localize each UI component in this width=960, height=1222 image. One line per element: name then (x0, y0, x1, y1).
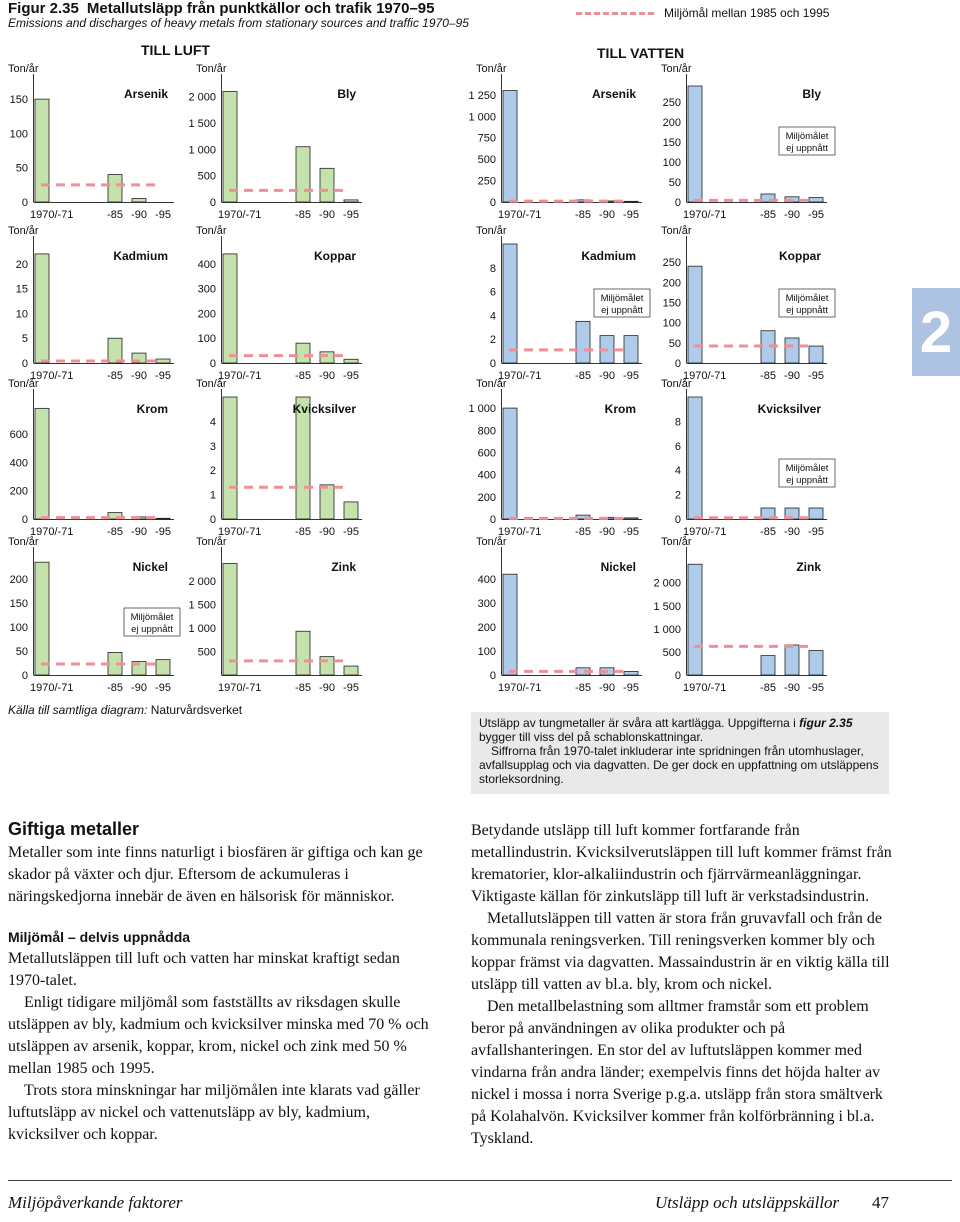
chart-kvicksilver-air-xtick-1: -85 (295, 526, 311, 538)
chart-kvicksilver-water-xtick-1: -85 (760, 526, 776, 538)
chart-kadmium-air-xtick-1: -85 (107, 370, 123, 382)
chart-zink-water-ytick-0: 0 (674, 670, 681, 682)
chart-koppar-air-ytick-300: 300 (197, 283, 216, 296)
chart-krom-water-ylabel: Ton/år (476, 378, 507, 390)
note-figure-ref: figur 2.35 (799, 716, 853, 730)
chart-koppar-water-ytick-250: 250 (662, 257, 681, 270)
left-paragraph-1: Metaller som inte finns naturligt i biosfären är giftiga och kan ge skador på växter och djur. Eftersom de ackumuleras i näringskedjorna innebär de även en hälsorisk för människor. (8, 844, 423, 905)
chart-arsenik-water-xtick-1: -85 (575, 209, 591, 221)
chart-koppar-water-bar-3 (809, 346, 823, 363)
chart-nickel-air-xtick-1: -85 (107, 682, 123, 694)
chart-krom-air-ytick-200: 200 (9, 485, 28, 498)
chart-arsenik-air-xtick-1: -85 (107, 209, 123, 221)
chart-koppar-air-xtick-1: -85 (295, 370, 311, 382)
chart-koppar-air-xtick-0: 1970/-71 (218, 370, 262, 382)
chart-koppar-water-annotation-line-1: Miljömålet (785, 293, 829, 304)
chart-nickel-water-xtick-0: 1970/-71 (498, 682, 542, 694)
chart-zink-air-xtick-1: -85 (295, 682, 311, 694)
chart-zink-water-bar-2 (785, 645, 799, 675)
chart-zink-water-ytick-1000: 1 000 (653, 623, 681, 636)
chart-krom-water-xtick-3: -95 (623, 526, 639, 538)
left-paragraph-4: Trots stora minskningar har miljömålen inte klarats vad gäller luftutsläpp av nickel och vattenutsläpp av bly, kadmium, kvicksilver och koppar. (8, 1082, 420, 1143)
chart-bly-air-bar-1 (296, 147, 310, 202)
chart-krom-air-xtick-3: -95 (155, 526, 171, 538)
chart-zink-water-bar-1 (761, 656, 775, 675)
chart-nickel-water-ylabel: Ton/år (476, 536, 507, 548)
chart-nickel-air-bar-3 (156, 660, 170, 675)
chart-koppar-water-xtick-0: 1970/-71 (683, 370, 727, 382)
chart-arsenik-water-bar-0 (503, 91, 517, 202)
chart-bly-water-annotation-line-2: ej uppnått (786, 143, 828, 154)
chart-bly-water-ytick-250: 250 (662, 97, 681, 109)
chart-kadmium-water-bar-0 (503, 244, 517, 363)
chart-kadmium-air-xtick-3: -95 (155, 370, 171, 382)
chart-kadmium-water-ytick-0: 0 (489, 358, 496, 370)
left-paragraph-2: Metallutsläppen till luft och vatten har minskat kraftigt sedan 1970-talet. (8, 950, 400, 989)
chart-zink-water-bar-0 (688, 564, 702, 675)
chart-zink-air-bar-1 (296, 631, 310, 675)
chapter-tab: 2 (912, 288, 960, 376)
right-paragraph-2: Metallutsläppen till vatten är stora från gruvavfall och från de kommunala reningsverken. Till reningsverken kommer bly och koppar främst via dagvatten. Massaindustrin är en viktig källa till utsläpp till vatten av bl.a. bly, krom och nickel. (471, 910, 890, 993)
chart-arsenik-air-bar-2 (132, 199, 146, 202)
chart-kvicksilver-air-xtick-2: -90 (319, 526, 335, 538)
chart-koppar-water-title: Koppar (779, 249, 821, 263)
chart-nickel-air-ytick-0: 0 (21, 670, 28, 682)
chart-bly-water-title: Bly (802, 87, 821, 101)
chart-arsenik-air-ytick-100: 100 (9, 128, 28, 141)
source-line (8, 703, 242, 717)
chart-kadmium-water-ylabel: Ton/år (476, 225, 507, 237)
legend-label: Miljömål mellan 1985 och 1995 (664, 6, 830, 20)
chart-kadmium-air-ytick-10: 10 (15, 308, 28, 321)
chart-bly-water-ytick-0: 0 (674, 197, 681, 209)
chart-krom-water-ytick-600: 600 (477, 447, 496, 460)
chart-zink-air-ytick-2000: 2 000 (188, 575, 216, 588)
left-text-column (8, 818, 432, 1146)
chart-kvicksilver-air-xtick-3: -95 (343, 526, 359, 538)
chart-kadmium-air-bar-3 (156, 359, 170, 363)
note-line1-post: bygger till viss del på schablonskattningar. (479, 730, 704, 744)
chart-kadmium-air-bar-0 (35, 254, 49, 363)
chart-kvicksilver-water-bar-3 (809, 508, 823, 519)
chart-koppar-air-ytick-0: 0 (209, 358, 216, 370)
chart-zink-water-ytick-1500: 1 500 (653, 600, 681, 613)
chart-nickel-air-annotation-line-1: Miljömålet (130, 612, 174, 623)
chart-bly-water-xtick-2: -90 (784, 209, 800, 221)
chart-koppar-water-ytick-200: 200 (662, 277, 681, 290)
chart-zink-water-bar-3 (809, 651, 823, 675)
chart-koppar-air-xtick-2: -90 (319, 370, 335, 382)
chart-zink-air-xtick-0: 1970/-71 (218, 682, 262, 694)
figure-label: Figur 2.35 (8, 0, 79, 17)
chart-arsenik-air-ytick-50: 50 (15, 162, 28, 175)
chart-kadmium-air-ylabel: Ton/år (8, 225, 39, 237)
chart-zink-air-ylabel: Ton/år (196, 536, 227, 548)
section-water-title: TILL VATTEN (597, 45, 685, 61)
chart-kadmium-water-bar-3 (624, 336, 638, 363)
chart-bly-water-ytick-50: 50 (668, 177, 681, 189)
chart-zink-air-title: Zink (331, 560, 356, 574)
chart-arsenik-air-bar-0 (35, 99, 49, 202)
chart-kvicksilver-water-ytick-4: 4 (674, 465, 681, 478)
chart-koppar-water-annotation-line-2: ej uppnått (786, 305, 828, 316)
chart-bly-water-bar-0 (688, 86, 702, 202)
chart-koppar-water-ylabel: Ton/år (661, 225, 692, 237)
chart-kadmium-air-ytick-5: 5 (21, 333, 28, 346)
page-number: 47 (872, 1193, 889, 1212)
chart-nickel-air-ytick-200: 200 (9, 574, 28, 586)
chart-arsenik-water-ytick-1250: 1 250 (468, 89, 496, 102)
chart-arsenik-water-ytick-500: 500 (477, 154, 496, 167)
chart-nickel-water-ytick-200: 200 (477, 622, 496, 634)
chart-koppar-air-ytick-200: 200 (197, 308, 216, 321)
chart-kadmium-air-ytick-0: 0 (21, 358, 28, 370)
footer-right: Utsläpp och utsläppskällor (655, 1193, 840, 1212)
chart-koppar-air-bar-2 (320, 352, 334, 363)
chart-koppar-air-bar-0 (223, 254, 237, 363)
chart-kvicksilver-air-ylabel: Ton/år (196, 378, 227, 390)
chart-kvicksilver-water-title: Kvicksilver (757, 402, 821, 416)
chart-bly-air-ytick-0: 0 (209, 197, 216, 209)
chart-koppar-water-xtick-1: -85 (760, 370, 776, 382)
chart-zink-air-bar-3 (344, 666, 358, 675)
chart-krom-water-title: Krom (604, 402, 636, 416)
chart-koppar-water-bar-2 (785, 338, 799, 363)
chart-bly-water-annotation-line-1: Miljömålet (785, 131, 829, 142)
chart-bly-air-ytick-500: 500 (197, 170, 216, 183)
chart-arsenik-air-xtick-3: -95 (155, 209, 171, 221)
chart-arsenik-water-ytick-0: 0 (489, 197, 496, 209)
chart-krom-water-xtick-1: -85 (575, 526, 591, 538)
chart-zink-air-xtick-3: -95 (343, 682, 359, 694)
source-label: Källa till samtliga diagram: (8, 703, 148, 717)
chart-zink-water-xtick-3: -95 (808, 682, 824, 694)
chart-bly-air-xtick-2: -90 (319, 209, 335, 221)
chart-kvicksilver-water-bar-0 (688, 397, 702, 519)
chart-koppar-air-ylabel: Ton/år (196, 225, 227, 237)
chart-nickel-water-xtick-2: -90 (599, 682, 615, 694)
section-air-title: TILL LUFT (141, 42, 210, 58)
footer-rule (8, 1180, 952, 1181)
chart-koppar-water-ytick-150: 150 (662, 297, 681, 310)
chart-nickel-air-annotation-line-2: ej uppnått (131, 624, 173, 635)
chart-arsenik-air-xtick-0: 1970/-71 (30, 209, 74, 221)
chart-krom-air-title: Krom (136, 402, 168, 416)
chart-bly-water-ytick-150: 150 (662, 137, 681, 149)
chart-bly-water-bar-3 (809, 198, 823, 202)
chart-bly-air-bar-0 (223, 91, 237, 202)
chart-nickel-water-xtick-3: -95 (623, 682, 639, 694)
note-box (471, 712, 889, 794)
chart-kvicksilver-water-ytick-0: 0 (674, 514, 681, 526)
figure-heading: Metallutsläpp från punktkällor och trafik 1970–95 (86, 0, 435, 17)
chart-kadmium-water-bar-1 (576, 321, 590, 363)
chart-arsenik-water-ytick-1000: 1 000 (468, 111, 496, 124)
chart-kadmium-water-xtick-1: -85 (575, 370, 591, 382)
chart-kvicksilver-water-xtick-2: -90 (784, 526, 800, 538)
chart-nickel-water-ytick-400: 400 (477, 574, 496, 586)
chart-kadmium-air-xtick-2: -90 (131, 370, 147, 382)
chart-kadmium-water-annotation-line-2: ej uppnått (601, 305, 643, 316)
chart-bly-air-xtick-3: -95 (343, 209, 359, 221)
chart-nickel-water-bar-0 (503, 574, 517, 675)
chart-arsenik-water-xtick-2: -90 (599, 209, 615, 221)
chart-kadmium-water-ytick-6: 6 (489, 286, 496, 299)
chart-koppar-air-title: Koppar (314, 249, 356, 263)
chart-arsenik-water-ylabel: Ton/år (476, 63, 507, 75)
chart-kadmium-water-xtick-2: -90 (599, 370, 615, 382)
chart-nickel-water-title: Nickel (600, 560, 636, 574)
chart-bly-air-xtick-0: 1970/-71 (218, 209, 262, 221)
chart-nickel-air-ytick-50: 50 (15, 646, 28, 658)
chart-bly-air-xtick-1: -85 (295, 209, 311, 221)
chart-kvicksilver-water-ytick-2: 2 (674, 489, 681, 502)
chart-krom-water-xtick-0: 1970/-71 (498, 526, 542, 538)
note-paragraph-1 (479, 716, 881, 744)
chart-kvicksilver-air-ytick-0: 0 (209, 514, 216, 526)
chart-nickel-air-ylabel: Ton/år (8, 536, 39, 548)
chart-bly-water-ytick-200: 200 (662, 117, 681, 129)
chart-zink-water-ytick-500: 500 (662, 646, 681, 659)
chart-bly-water-xtick-0: 1970/-71 (683, 209, 727, 221)
chart-nickel-air-ytick-100: 100 (9, 622, 28, 634)
note-line1-pre: Utsläpp av tungmetaller är svåra att kartlägga. Uppgifterna i (479, 716, 796, 730)
chart-arsenik-water-ytick-750: 750 (477, 132, 496, 145)
chart-zink-water-title: Zink (796, 560, 821, 574)
chart-krom-water-xtick-2: -90 (599, 526, 615, 538)
chart-kvicksilver-water-annotation-line-1: Miljömålet (785, 463, 829, 474)
chart-kvicksilver-air-bar-0 (223, 397, 237, 519)
chart-krom-air-xtick-1: -85 (107, 526, 123, 538)
chart-zink-water-xtick-2: -90 (784, 682, 800, 694)
chart-kadmium-air-title: Kadmium (113, 249, 168, 263)
source-value: Naturvårdsverket (150, 703, 243, 717)
chart-bly-water-xtick-3: -95 (808, 209, 824, 221)
chart-arsenik-water-title: Arsenik (591, 87, 636, 101)
chart-bly-air-ytick-1000: 1 000 (188, 144, 216, 157)
chart-nickel-air-xtick-2: -90 (131, 682, 147, 694)
chart-bly-air-bar-3 (344, 200, 358, 202)
figure-subtitle: Emissions and discharges of heavy metals from stationary sources and traffic 1970–95 (8, 16, 469, 30)
chart-kadmium-water-ytick-4: 4 (489, 310, 496, 323)
chart-bly-water-ytick-100: 100 (662, 157, 681, 169)
chart-krom-air-ytick-0: 0 (21, 514, 28, 526)
chart-nickel-air-ytick-150: 150 (9, 598, 28, 610)
chart-nickel-air-xtick-3: -95 (155, 682, 171, 694)
chart-bly-water-ylabel: Ton/år (661, 63, 692, 75)
right-paragraph-1: Betydande utsläpp till luft kommer fortfarande från metallindustrin. Kvicksilverutsläppen till luft kommer främst från krematorier, klor-alkaliindustrin och fjärrvärmeanläggningar. Viktigaste källan för zinkutsläpp till luft är verkstadsindustrin. (471, 822, 892, 905)
chart-koppar-water-bar-0 (688, 266, 702, 363)
chart-nickel-water-ytick-300: 300 (477, 598, 496, 610)
heading-giftiga-metaller: Giftiga metaller (8, 819, 140, 839)
chart-kvicksilver-water-ylabel: Ton/år (661, 378, 692, 390)
chart-bly-air-ylabel: Ton/år (196, 63, 227, 75)
chart-nickel-water-bar-3 (624, 671, 638, 675)
chart-zink-air-bar-0 (223, 563, 237, 675)
footer-left: Miljöpåverkande faktorer (8, 1193, 183, 1212)
chart-bly-air-title: Bly (337, 87, 356, 101)
left-paragraph-3: Enligt tidigare miljömål som fastställts av riksdagen skulle utsläppen av bly, kadmium och kvicksilver minska med 70 % och utsläppen av arsenik, koppar, krom, nickel och zink med 50 % mellan 1985 och 1995. (8, 994, 429, 1077)
chart-krom-air-ylabel: Ton/år (8, 378, 39, 390)
chart-kvicksilver-air-bar-3 (344, 502, 358, 519)
chart-kvicksilver-air-ytick-1: 1 (209, 489, 216, 502)
chart-kadmium-air-ytick-20: 20 (15, 258, 28, 271)
chart-zink-air-ytick-500: 500 (197, 646, 216, 659)
chart-kvicksilver-air-bar-2 (320, 485, 334, 519)
chart-kvicksilver-air-ytick-4: 4 (209, 416, 216, 429)
chart-zink-air-xtick-2: -90 (319, 682, 335, 694)
right-text-column (471, 820, 895, 1150)
chart-koppar-water-xtick-3: -95 (808, 370, 824, 382)
chart-nickel-air-title: Nickel (132, 560, 168, 574)
chart-koppar-water-ytick-100: 100 (662, 317, 681, 330)
right-paragraph-3: Den metallbelastning som alltmer framstår som ett problem beror på användningen av olika produkter och på avfallshanteringen. En stor del av luftutsläppen kommer med vindarna från andra länder; exempelvis finns det höjda halter av nickel i mossa i norra Sverige p.g.a. utsläpp från stora smältverk på Kolahalvön. Kvicksilver kommer från kolförbränning i bl.a. Tyskland. (471, 998, 883, 1147)
chart-nickel-air-bar-0 (35, 562, 49, 675)
chart-koppar-air-bar-1 (296, 343, 310, 363)
chart-kvicksilver-air-ytick-3: 3 (209, 440, 216, 453)
chart-arsenik-water-xtick-0: 1970/-71 (498, 209, 542, 221)
chart-koppar-air-ytick-400: 400 (197, 258, 216, 271)
chart-krom-water-ytick-400: 400 (477, 469, 496, 482)
chart-arsenik-air-ytick-0: 0 (21, 197, 28, 209)
chart-koppar-air-bar-3 (344, 359, 358, 363)
chart-bly-air-ytick-2000: 2 000 (188, 91, 216, 104)
chart-kadmium-water-ytick-2: 2 (489, 334, 496, 347)
chart-krom-air-bar-3 (156, 518, 170, 519)
chart-krom-water-ytick-1000: 1 000 (468, 403, 496, 416)
chart-kvicksilver-water-annotation-line-2: ej uppnått (786, 475, 828, 486)
chart-arsenik-water-ytick-250: 250 (477, 175, 496, 188)
chart-koppar-air-xtick-3: -95 (343, 370, 359, 382)
chart-kadmium-air-bar-1 (108, 338, 122, 363)
chart-zink-air-ytick-1000: 1 000 (188, 622, 216, 635)
chart-kadmium-water-xtick-0: 1970/-71 (498, 370, 542, 382)
chart-arsenik-water-xtick-3: -95 (623, 209, 639, 221)
chart-zink-water-xtick-0: 1970/-71 (683, 682, 727, 694)
chart-kadmium-water-ytick-8: 8 (489, 262, 496, 275)
chart-krom-air-ytick-400: 400 (9, 457, 28, 470)
chart-nickel-water-xtick-1: -85 (575, 682, 591, 694)
note-paragraph-2: Siffrorna från 1970-talet inkluderar inte spridningen från utomhuslager, avfallsupplag och via dagvatten. De ger dock en uppfattning om utsläppens storleksordning. (479, 744, 879, 786)
chart-arsenik-water-bar-3 (624, 201, 638, 202)
chart-kadmium-air-xtick-0: 1970/-71 (30, 370, 74, 382)
chart-arsenik-air-ytick-150: 150 (9, 94, 28, 107)
chart-koppar-air-ytick-100: 100 (197, 333, 216, 346)
chart-koppar-water-ytick-50: 50 (668, 337, 681, 350)
chart-kadmium-water-title: Kadmium (581, 249, 636, 263)
chart-krom-water-ytick-800: 800 (477, 425, 496, 438)
heading-miljomal: Miljömål – delvis uppnådda (8, 929, 191, 945)
chart-kvicksilver-air-ytick-2: 2 (209, 465, 216, 478)
chart-krom-water-bar-3 (624, 518, 638, 519)
chart-kvicksilver-air-title: Kvicksilver (292, 402, 356, 416)
chart-krom-air-xtick-0: 1970/-71 (30, 526, 74, 538)
chart-krom-water-ytick-200: 200 (477, 491, 496, 504)
chart-nickel-water-ytick-0: 0 (489, 670, 496, 682)
chart-zink-water-ylabel: Ton/år (661, 536, 692, 548)
chart-kvicksilver-air-xtick-0: 1970/-71 (218, 526, 262, 538)
chart-bly-water-xtick-1: -85 (760, 209, 776, 221)
chart-zink-air-ytick-1500: 1 500 (188, 599, 216, 612)
chart-krom-air-bar-0 (35, 408, 49, 519)
chart-kvicksilver-water-ytick-6: 6 (674, 440, 681, 453)
chart-nickel-air-xtick-0: 1970/-71 (30, 682, 74, 694)
chart-kvicksilver-water-xtick-0: 1970/-71 (683, 526, 727, 538)
chart-bly-air-ytick-1500: 1 500 (188, 118, 216, 131)
chart-krom-water-bar-0 (503, 408, 517, 519)
chart-koppar-water-ytick-0: 0 (674, 358, 681, 370)
chart-kadmium-air-ytick-15: 15 (15, 283, 28, 296)
chart-zink-water-ytick-2000: 2 000 (653, 577, 681, 590)
chart-arsenik-air-ylabel: Ton/år (8, 63, 39, 75)
chart-bly-air-bar-2 (320, 168, 334, 202)
chart-arsenik-air-title: Arsenik (123, 87, 168, 101)
chart-krom-air-ytick-600: 600 (9, 428, 28, 441)
chart-krom-water-ytick-0: 0 (489, 514, 496, 526)
chart-arsenik-air-xtick-2: -90 (131, 209, 147, 221)
chart-kvicksilver-water-ytick-8: 8 (674, 416, 681, 429)
chart-kadmium-water-xtick-3: -95 (623, 370, 639, 382)
chart-arsenik-air-bar-1 (108, 175, 122, 202)
chart-krom-air-xtick-2: -90 (131, 526, 147, 538)
chart-kadmium-water-annotation-line-1: Miljömålet (600, 293, 644, 304)
chart-nickel-water-ytick-100: 100 (477, 646, 496, 658)
chart-koppar-water-xtick-2: -90 (784, 370, 800, 382)
chart-kvicksilver-water-xtick-3: -95 (808, 526, 824, 538)
chart-zink-water-xtick-1: -85 (760, 682, 776, 694)
